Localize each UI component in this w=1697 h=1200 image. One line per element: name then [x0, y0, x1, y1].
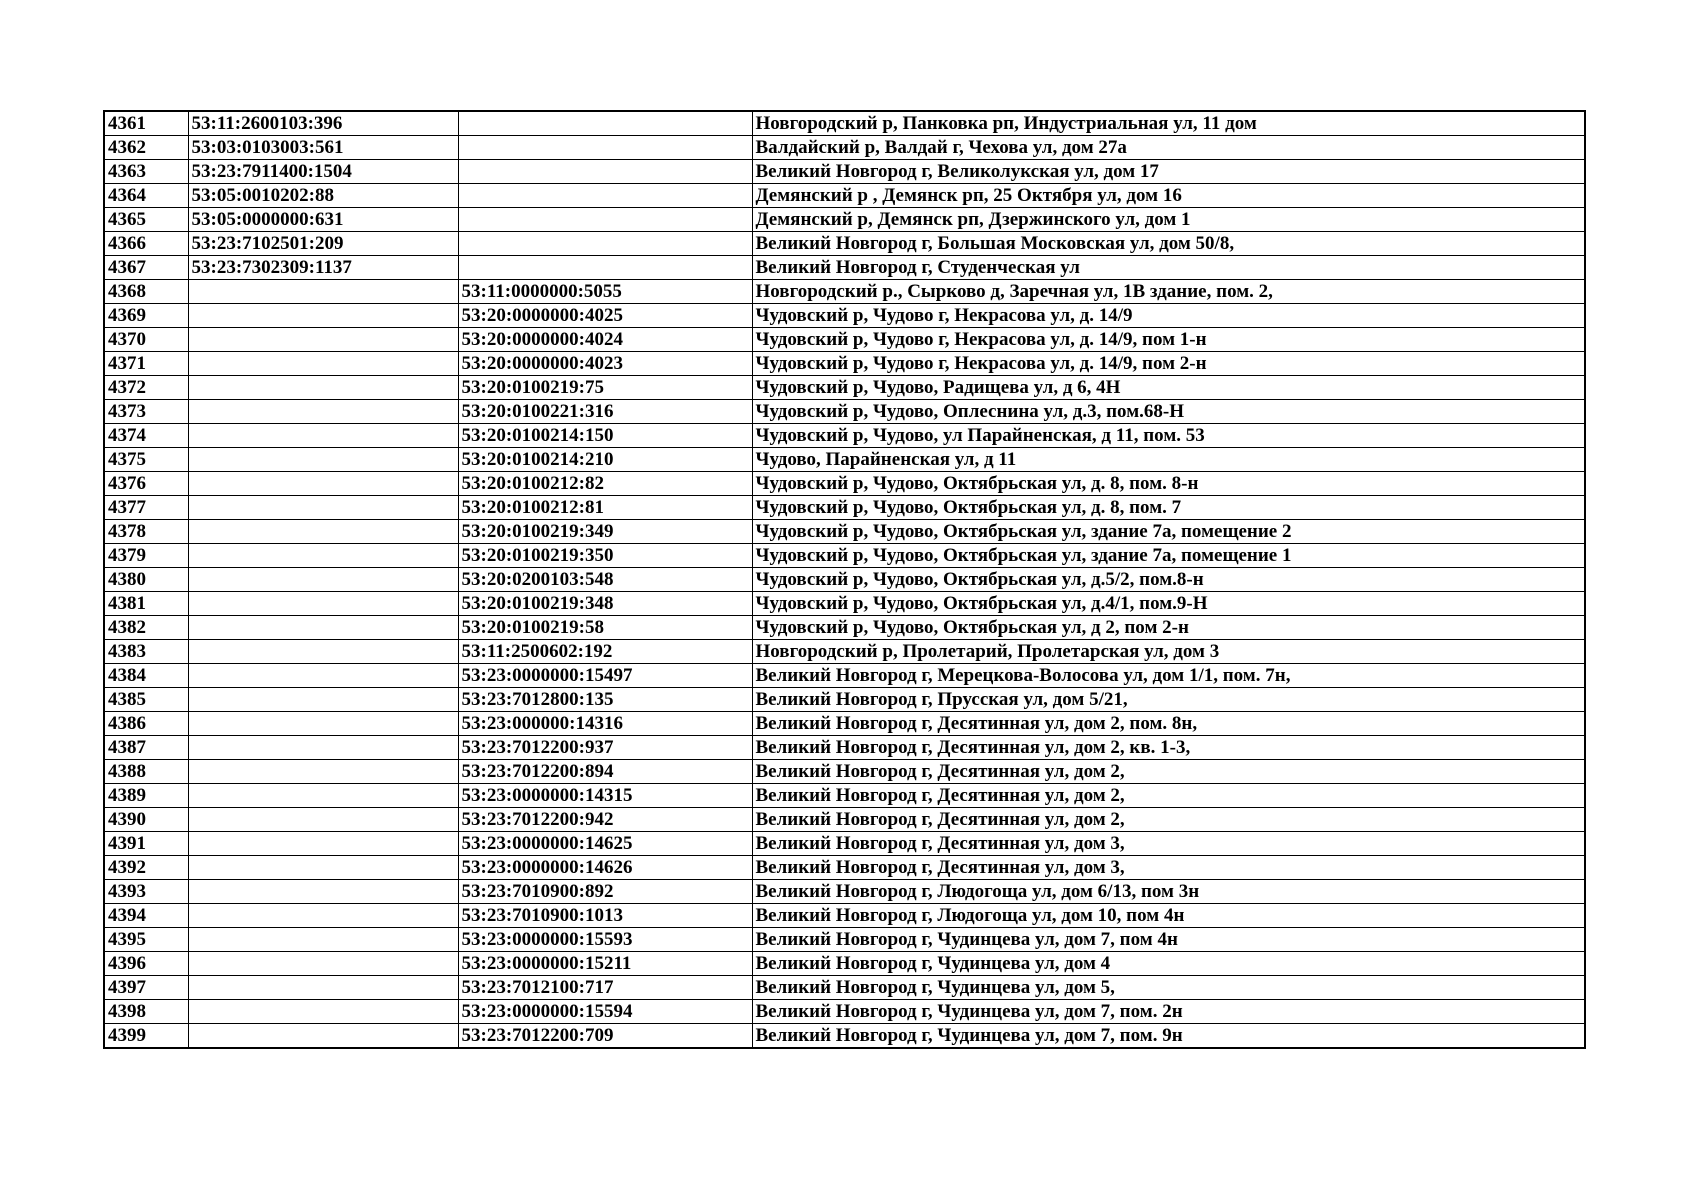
row-number-cell: 4374 [104, 424, 188, 448]
table-row [104, 760, 1585, 784]
table-row [104, 568, 1585, 592]
address-cell: Великий Новгород г, Чудинцева ул, дом 5, [752, 976, 1585, 1000]
address-cell: Великий Новгород г, Людогоща ул, дом 10, пом 4н [752, 904, 1585, 928]
premises-cadastral-number-cell: 53:20:0200103:548 [458, 568, 752, 592]
table-row [104, 280, 1585, 304]
row-number-cell: 4392 [104, 856, 188, 880]
address-cell: Чудовский р, Чудово г, Некрасова ул, д. 14/9, пом 2-н [752, 352, 1585, 376]
row-number-cell: 4398 [104, 1000, 188, 1024]
address-cell: Великий Новгород г, Чудинцева ул, дом 7, пом. 9н [752, 1024, 1585, 1049]
address-cell: Великий Новгород г, Чудинцева ул, дом 4 [752, 952, 1585, 976]
address-cell: Великий Новгород г, Мерецкова-Волосова ул, дом 1/1, пом. 7н, [752, 664, 1585, 688]
premises-cadastral-number-cell: 53:20:0100214:210 [458, 448, 752, 472]
row-number-cell: 4383 [104, 640, 188, 664]
address-cell: Чудовский р, Чудово, Оплеснина ул, д.3, пом.68-Н [752, 400, 1585, 424]
cadastral-number-cell [188, 688, 458, 712]
premises-cadastral-number-cell [458, 256, 752, 280]
premises-cadastral-number-cell: 53:20:0100212:81 [458, 496, 752, 520]
cadastral-number-cell: 53:11:2600103:396 [188, 111, 458, 136]
premises-cadastral-number-cell: 53:23:7010900:1013 [458, 904, 752, 928]
address-cell: Чудовский р, Чудово, Октябрьская ул, д.4/1, пом.9-Н [752, 592, 1585, 616]
address-cell: Чудово, Парайненская ул, д 11 [752, 448, 1585, 472]
address-cell: Демянский р, Демянск рп, Дзержинского ул, дом 1 [752, 208, 1585, 232]
table-row [104, 904, 1585, 928]
address-cell: Великий Новгород г, Великолукская ул, дом 17 [752, 160, 1585, 184]
row-number-cell: 4364 [104, 184, 188, 208]
table-row [104, 616, 1585, 640]
address-cell: Великий Новгород г, Людогоща ул, дом 6/13, пом 3н [752, 880, 1585, 904]
property-registry-table [103, 110, 1586, 1049]
premises-cadastral-number-cell: 53:11:2500602:192 [458, 640, 752, 664]
row-number-cell: 4370 [104, 328, 188, 352]
row-number-cell: 4386 [104, 712, 188, 736]
row-number-cell: 4376 [104, 472, 188, 496]
cadastral-number-cell [188, 280, 458, 304]
row-number-cell: 4388 [104, 760, 188, 784]
table-row [104, 376, 1585, 400]
cadastral-number-cell [188, 496, 458, 520]
row-number-cell: 4385 [104, 688, 188, 712]
cadastral-number-cell: 53:05:0000000:631 [188, 208, 458, 232]
row-number-cell: 4387 [104, 736, 188, 760]
table-row [104, 544, 1585, 568]
premises-cadastral-number-cell: 53:20:0100221:316 [458, 400, 752, 424]
table-row [104, 520, 1585, 544]
premises-cadastral-number-cell [458, 111, 752, 136]
row-number-cell: 4377 [104, 496, 188, 520]
row-number-cell: 4361 [104, 111, 188, 136]
premises-cadastral-number-cell: 53:23:0000000:15593 [458, 928, 752, 952]
premises-cadastral-number-cell: 53:23:7012200:937 [458, 736, 752, 760]
premises-cadastral-number-cell: 53:20:0100219:349 [458, 520, 752, 544]
address-cell: Великий Новгород г, Большая Московская ул, дом 50/8, [752, 232, 1585, 256]
address-cell: Великий Новгород г, Прусская ул, дом 5/21, [752, 688, 1585, 712]
premises-cadastral-number-cell: 53:23:0000000:14626 [458, 856, 752, 880]
table-row [104, 496, 1585, 520]
cadastral-number-cell [188, 352, 458, 376]
table-row [104, 688, 1585, 712]
cadastral-number-cell [188, 376, 458, 400]
cadastral-number-cell [188, 712, 458, 736]
cadastral-number-cell [188, 424, 458, 448]
table-row [104, 832, 1585, 856]
table-row [104, 928, 1585, 952]
row-number-cell: 4379 [104, 544, 188, 568]
address-cell: Чудовский р, Чудово, Радищева ул, д 6, 4Н [752, 376, 1585, 400]
premises-cadastral-number-cell: 53:23:0000000:15211 [458, 952, 752, 976]
premises-cadastral-number-cell: 53:23:000000:14316 [458, 712, 752, 736]
address-cell: Валдайский р, Валдай г, Чехова ул, дом 27а [752, 136, 1585, 160]
cadastral-number-cell [188, 568, 458, 592]
premises-cadastral-number-cell [458, 184, 752, 208]
address-cell: Чудовский р, Чудово г, Некрасова ул, д. 14/9 [752, 304, 1585, 328]
row-number-cell: 4396 [104, 952, 188, 976]
premises-cadastral-number-cell: 53:20:0000000:4025 [458, 304, 752, 328]
registry-table-body [104, 111, 1585, 1048]
cadastral-number-cell [188, 400, 458, 424]
premises-cadastral-number-cell: 53:23:0000000:14625 [458, 832, 752, 856]
row-number-cell: 4371 [104, 352, 188, 376]
address-cell: Чудовский р, Чудово, Октябрьская ул, д. 8, пом. 8-н [752, 472, 1585, 496]
cadastral-number-cell [188, 664, 458, 688]
address-cell: Великий Новгород г, Десятинная ул, дом 2, кв. 1-3, [752, 736, 1585, 760]
premises-cadastral-number-cell: 53:23:0000000:15594 [458, 1000, 752, 1024]
table-row [104, 160, 1585, 184]
premises-cadastral-number-cell [458, 232, 752, 256]
row-number-cell: 4372 [104, 376, 188, 400]
cadastral-number-cell [188, 904, 458, 928]
premises-cadastral-number-cell: 53:20:0000000:4024 [458, 328, 752, 352]
row-number-cell: 4369 [104, 304, 188, 328]
row-number-cell: 4382 [104, 616, 188, 640]
cadastral-number-cell [188, 520, 458, 544]
address-cell: Чудовский р, Чудово, ул Парайненская, д 11, пом. 53 [752, 424, 1585, 448]
row-number-cell: 4399 [104, 1024, 188, 1049]
address-cell: Великий Новгород г, Чудинцева ул, дом 7, пом. 2н [752, 1000, 1585, 1024]
premises-cadastral-number-cell: 53:20:0100214:150 [458, 424, 752, 448]
row-number-cell: 4375 [104, 448, 188, 472]
row-number-cell: 4397 [104, 976, 188, 1000]
table-row [104, 304, 1585, 328]
premises-cadastral-number-cell: 53:23:7010900:892 [458, 880, 752, 904]
premises-cadastral-number-cell [458, 208, 752, 232]
premises-cadastral-number-cell: 53:23:7012200:894 [458, 760, 752, 784]
cadastral-number-cell: 53:23:7102501:209 [188, 232, 458, 256]
row-number-cell: 4368 [104, 280, 188, 304]
row-number-cell: 4393 [104, 880, 188, 904]
premises-cadastral-number-cell [458, 136, 752, 160]
table-row [104, 856, 1585, 880]
table-row [104, 472, 1585, 496]
cadastral-number-cell: 53:03:0103003:561 [188, 136, 458, 160]
row-number-cell: 4366 [104, 232, 188, 256]
cadastral-number-cell [188, 880, 458, 904]
cadastral-number-cell [188, 952, 458, 976]
address-cell: Чудовский р, Чудово г, Некрасова ул, д. 14/9, пом 1-н [752, 328, 1585, 352]
address-cell: Новгородский р, Пролетарий, Пролетарская ул, дом 3 [752, 640, 1585, 664]
table-row [104, 352, 1585, 376]
premises-cadastral-number-cell: 53:23:0000000:15497 [458, 664, 752, 688]
row-number-cell: 4381 [104, 592, 188, 616]
table-row [104, 111, 1585, 136]
cadastral-number-cell: 53:23:7302309:1137 [188, 256, 458, 280]
table-row [104, 256, 1585, 280]
address-cell: Чудовский р, Чудово, Октябрьская ул, здание 7а, помещение 1 [752, 544, 1585, 568]
table-row [104, 784, 1585, 808]
address-cell: Чудовский р, Чудово, Октябрьская ул, д. 8, пом. 7 [752, 496, 1585, 520]
premises-cadastral-number-cell: 53:20:0100219:75 [458, 376, 752, 400]
cadastral-number-cell [188, 304, 458, 328]
table-row [104, 328, 1585, 352]
cadastral-number-cell [188, 976, 458, 1000]
table-row [104, 1024, 1585, 1049]
address-cell: Великий Новгород г, Десятинная ул, дом 2, пом. 8н, [752, 712, 1585, 736]
table-row [104, 448, 1585, 472]
row-number-cell: 4362 [104, 136, 188, 160]
premises-cadastral-number-cell: 53:20:0100219:58 [458, 616, 752, 640]
address-cell: Новгородский р., Сырково д, Заречная ул, 1В здание, пом. 2, [752, 280, 1585, 304]
premises-cadastral-number-cell: 53:11:0000000:5055 [458, 280, 752, 304]
table-row [104, 712, 1585, 736]
table-row [104, 184, 1585, 208]
premises-cadastral-number-cell: 53:23:7012200:709 [458, 1024, 752, 1049]
cadastral-number-cell [188, 616, 458, 640]
table-row [104, 952, 1585, 976]
cadastral-number-cell: 53:23:7911400:1504 [188, 160, 458, 184]
premises-cadastral-number-cell: 53:23:7012200:942 [458, 808, 752, 832]
address-cell: Чудовский р, Чудово, Октябрьская ул, д.5/2, пом.8-н [752, 568, 1585, 592]
row-number-cell: 4363 [104, 160, 188, 184]
cadastral-number-cell [188, 1000, 458, 1024]
table-row [104, 400, 1585, 424]
premises-cadastral-number-cell: 53:23:7012100:717 [458, 976, 752, 1000]
address-cell: Великий Новгород г, Десятинная ул, дом 2, [752, 760, 1585, 784]
premises-cadastral-number-cell: 53:20:0000000:4023 [458, 352, 752, 376]
table-row [104, 640, 1585, 664]
row-number-cell: 4365 [104, 208, 188, 232]
cadastral-number-cell [188, 448, 458, 472]
premises-cadastral-number-cell: 53:20:0100219:350 [458, 544, 752, 568]
cadastral-number-cell [188, 928, 458, 952]
premises-cadastral-number-cell: 53:23:7012800:135 [458, 688, 752, 712]
cadastral-number-cell [188, 592, 458, 616]
table-row [104, 1000, 1585, 1024]
address-cell: Великий Новгород г, Чудинцева ул, дом 7, пом 4н [752, 928, 1585, 952]
row-number-cell: 4378 [104, 520, 188, 544]
cadastral-number-cell [188, 1024, 458, 1049]
cadastral-number-cell [188, 760, 458, 784]
table-row [104, 664, 1585, 688]
cadastral-number-cell [188, 808, 458, 832]
cadastral-number-cell [188, 544, 458, 568]
row-number-cell: 4395 [104, 928, 188, 952]
premises-cadastral-number-cell: 53:20:0100219:348 [458, 592, 752, 616]
premises-cadastral-number-cell: 53:20:0100212:82 [458, 472, 752, 496]
address-cell: Великий Новгород г, Десятинная ул, дом 2, [752, 808, 1585, 832]
address-cell: Великий Новгород г, Студенческая ул [752, 256, 1585, 280]
address-cell: Великий Новгород г, Десятинная ул, дом 2, [752, 784, 1585, 808]
row-number-cell: 4384 [104, 664, 188, 688]
table-row [104, 208, 1585, 232]
table-row [104, 736, 1585, 760]
address-cell: Чудовский р, Чудово, Октябрьская ул, здание 7а, помещение 2 [752, 520, 1585, 544]
cadastral-number-cell [188, 328, 458, 352]
cadastral-number-cell [188, 640, 458, 664]
table-row [104, 592, 1585, 616]
row-number-cell: 4373 [104, 400, 188, 424]
row-number-cell: 4367 [104, 256, 188, 280]
address-cell: Великий Новгород г, Десятинная ул, дом 3, [752, 832, 1585, 856]
cadastral-number-cell [188, 472, 458, 496]
table-row [104, 136, 1585, 160]
table-row [104, 424, 1585, 448]
address-cell: Чудовский р, Чудово, Октябрьская ул, д 2, пом 2-н [752, 616, 1585, 640]
cadastral-number-cell [188, 736, 458, 760]
address-cell: Демянский р , Демянск рп, 25 Октября ул, дом 16 [752, 184, 1585, 208]
cadastral-number-cell [188, 832, 458, 856]
row-number-cell: 4394 [104, 904, 188, 928]
premises-cadastral-number-cell: 53:23:0000000:14315 [458, 784, 752, 808]
table-row [104, 808, 1585, 832]
table-row [104, 232, 1585, 256]
row-number-cell: 4380 [104, 568, 188, 592]
address-cell: Великий Новгород г, Десятинная ул, дом 3, [752, 856, 1585, 880]
row-number-cell: 4390 [104, 808, 188, 832]
row-number-cell: 4389 [104, 784, 188, 808]
table-row [104, 976, 1585, 1000]
cadastral-number-cell [188, 856, 458, 880]
table-row [104, 880, 1585, 904]
row-number-cell: 4391 [104, 832, 188, 856]
cadastral-number-cell: 53:05:0010202:88 [188, 184, 458, 208]
address-cell: Новгородский р, Панковка рп, Индустриальная ул, 11 дом [752, 111, 1585, 136]
cadastral-number-cell [188, 784, 458, 808]
premises-cadastral-number-cell [458, 160, 752, 184]
